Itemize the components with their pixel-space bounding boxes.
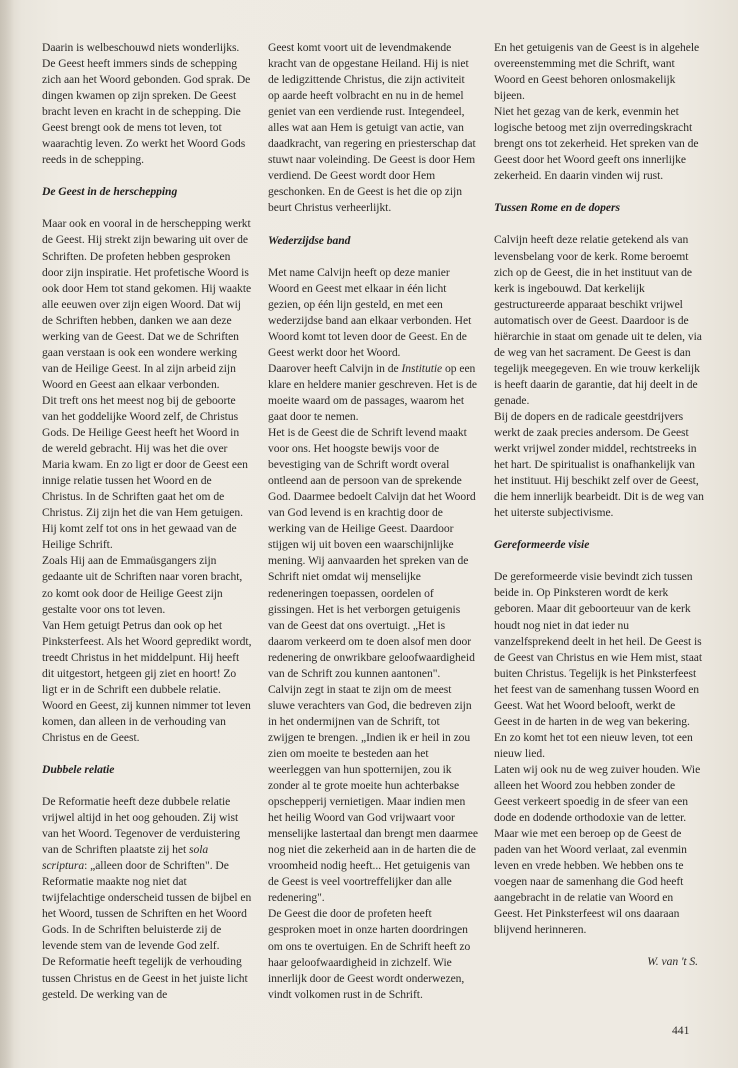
paragraph: Daarin is welbeschouwd niets wonderlijks. De Geest heeft immers sinds de schepping zich aan het Woord gebonden. God sprak. De dingen kwamen op zijn spreken. De Geest bracht leven en kracht in de schepping. Die Geest brengt ook de mens tot leven, tot waarachtig leven. Zo werkt het Woord Gods reeds in de schepping. (42, 41, 251, 167)
paragraph: Calvijn zegt in staat te zijn om de meest sluwe verachters van God, die bedreven zijn in het ondermijnen van de Schrift, tot zwijgen te brengen. „Indien ik er heil in zou zien om moeite te besteden aan het weerleggen van hun spotternijen, zou ik zonder al te grote moeite hun achterbakse opschepperij vernietigen. Maar indien men het heilig Woord van God vrijwaart voor menselijke lastertaal dan brengt men daarmee nog niet die zekerheid aan in de harten die de vroomheid nodig heeft... Het getuigenis van de Geest is veel voortreffelijker dan alle redenering". (268, 682, 478, 905)
paragraph: Geest komt voort uit de levendmakende kracht van de opgestane Heiland. Hij is niet de ledigzittende Christus, die zijn activiteit op aarde heeft volbracht en nu in de hemel geniet van een verdiende rust. Integendeel, alles wat aan Hem is getuigt van actie, van daadkracht, van regering en priesterschap dat stuwt naar voleinding. De Geest is door Hem verdiend. De Geest wordt door Hem geschonken. En de Geest is het die op zijn beurt Christus verheerlijkt. (268, 41, 476, 215)
section-heading-gereformeerde-visie: Gereformeerde visie (494, 538, 590, 552)
section-heading-wederzijdse-band: Wederzijdse band (268, 233, 351, 247)
page-number: 441 (672, 1024, 690, 1037)
paragraph: Niet het gezag van de kerk, evenmin het logische betoog met zijn overredingskracht brengt ons tot zekerheid. Het spreken van de Geest door het Woord geeft ons innerlijke zekerheid. En daarin vinden wij rust. (494, 105, 699, 183)
paragraph: Calvijn heeft deze relatie getekend als van levensbelang voor de kerk. Rome beroemt zich op de Geest, die in het instituut van de kerk is ingebouwd. Dat kerkelijk gestructureerde apparaat beschikt vrijwel automatisch over de Geest. Daardoor is de hiërarchie in staat om genade uit te delen, via de weg van het sacrament. De Geest is dan tegelijk meegegeven. En wie trouw kerkelijk is heeft daarin de garantie, dat hij deelt in de genade. (494, 233, 702, 407)
author-signature: W. van 't S. (647, 955, 698, 969)
paragraph: De gereformeerde visie bevindt zich tussen beide in. Op Pinksteren wordt de kerk geboren. Maar dit geboorteuur van de kerk houdt nog niet in dat ieder nu vanzelfsprekend deelt in het heil. De Geest is de Geest van Christus en wie Hem mist, staat buiten Christus. Tegelijk is het Pinksterfeest het feest van de samenhang tussen Woord en Geest. Wat het Woord belooft, werkt de Geest in de harten in de weg van bekering. En zo komt het tot een nieuw leven, tot een nieuw lied. (494, 570, 703, 760)
paragraph: Zoals Hij aan de Emmaüsgangers zijn gedaante uit de Schriften naar voren bracht, zo komt ook door de Heilige Geest zijn gestalte voor ons tot leven. (42, 554, 243, 616)
column-2 (268, 40, 478, 1003)
section-heading-rome-dopers: Tussen Rome en de dopers (494, 201, 620, 215)
binding-shadow (0, 0, 14, 1068)
paragraph: Bij de dopers en de radicale geestdrijvers werkt de zaak precies andersom. De Geest werkt vrijwel zonder middel, rechtstreeks in het hart. De spiritualist is onafhankelijk van het instituut. Hij beschikt zelf over de Geest, die hem innerlijk bearbeidt. Dit is de weg van het uiterste subjectivisme. (494, 409, 704, 520)
paragraph: Van Hem getuigt Petrus dan ook op het Pinksterfeest. Als het Woord gepredikt wordt, treedt Christus in het middelpunt. Hij heeft dit uitgestort, hetgeen gij ziet en hoort! Zo ligt er in de Schrift een dubbele relatie. Woord en Geest, zij kunnen nimmer tot leven komen, dan alleen in de verhouding van Christus en de Geest. (42, 618, 252, 744)
paragraph: Laten wij ook nu de weg zuiver houden. Wie alleen het Woord zou hebben zonder de Geest verkeert spoedig in de sfeer van een dode en dodende orthodoxie van de letter. Maar wie met een beroep op de Geest de paden van het Woord verlaat, zal evenmin leven en vrede hebben. We hebben ons te voegen naar de samenhang die God heeft aangebracht in de relatie van Woord en Geest. Het Pinksterfeest wil ons daaraan blijvend herinneren. (494, 762, 701, 937)
paragraph: De Reformatie heeft tegelijk de verhouding tussen Christus en de Geest in het juiste licht gesteld. De werking van de (42, 955, 248, 1001)
column-1 (42, 40, 252, 1003)
paragraph: Het is de Geest die de Schrift levend maakt voor ons. Het hoogste bewijs voor de bevestiging van de Schrift wordt overal ontleend aan de persoon van de sprekende God. Daarmee bedoelt Calvijn dat het Woord van God levend is en krachtig door de werking van de Heilige Geest. Daardoor stijgen wij uit boven een waarschijnlijke mening. Wij aanvaarden het spreken van de Schrift niet omdat wij menselijke redeneringen toepassen, oordelen of gissingen. Het is het verborgen getuigenis van de Geest dat ons overtuigt. „Het is daarom verkeerd om te doen alsof men door redenering de onwrikbare geloofwaardigheid van de Schrift zou kunnen aantonen". (268, 426, 476, 680)
paragraph: Maar ook en vooral in de herschepping werkt de Geest. Hij strekt zijn bewaring uit over de Schriften. De profeten hebben gesproken door zijn inspiratie. Het profetische Woord is ook door Hem tot stand gekomen. Hij waakte alle eeuwen over zijn eigen Woord. Dat wij de Schriften hebben, danken we aan deze werking van de Geest. Dat we de Schriften gaan verstaan is ook een wondere werking van de Heilige Geest. In al zijn arbeid zijn Woord en Geest aan elkaar verbonden. (42, 217, 252, 391)
paragraph: Daarover heeft Calvijn in de Institutie op een klare en heldere manier geschreven. Het is de moeite waard om de passages, waarom het gaat door te nemen. (268, 361, 477, 423)
column-3 (494, 40, 704, 970)
paragraph: Met name Calvijn heeft op deze manier Woord en Geest met elkaar in één licht gezien, op één lijn gesteld, en met een wederzijdse band aan elkaar verbonden. Het Woord komt tot leven door de Geest. En de Geest werkt door het Woord. (268, 265, 472, 359)
paragraph: De Geest die door de profeten heeft gesproken moet in onze harten doordringen om ons te overtuigen. En de Schrift heeft zo haar geloofwaardigheid in zichzelf. Wie innerlijk door de Geest wordt onderwezen, vindt volkomen rust in de Schrift. (268, 907, 471, 1001)
paragraph: En het getuigenis van de Geest is in algehele overeenstemming met die Schrift, want Woord en Geest behoren onlosmakelijk bijeen. (494, 41, 700, 103)
section-heading-dubbele-relatie: Dubbele relatie (42, 762, 115, 776)
section-heading-herschepping: De Geest in de herschepping (42, 185, 178, 199)
paragraph: Dit treft ons het meest nog bij de geboorte van het goddelijke Woord zelf, de Christus Gods. De Heilige Geest heeft het Woord in de wereld gebracht. Hij was het die over Maria kwam. En zo ligt er door de Geest een innige relatie tussen het Woord en de Christus. In de Schriften gaat het om de Christus. Zij zijn het die van Hem getuigen. Hij komt zelf tot ons in het gewaad van de Heilige Schrift. (42, 393, 248, 552)
paragraph: De Reformatie heeft deze dubbele relatie vrijwel altijd in het oog gehouden. Zij wist van het Woord. Tegenover de verduistering van de Schriften plaatste zij het sola scriptura: „alleen door de Schriften". De Reformatie maakte nog niet dat twijfelachtige onderscheid tussen de bijbel en het Woord, tussen de Schriften en het Woord Gods. In de Schriften beluisterde zij de levende stem van de levende God zelf. (42, 795, 252, 953)
